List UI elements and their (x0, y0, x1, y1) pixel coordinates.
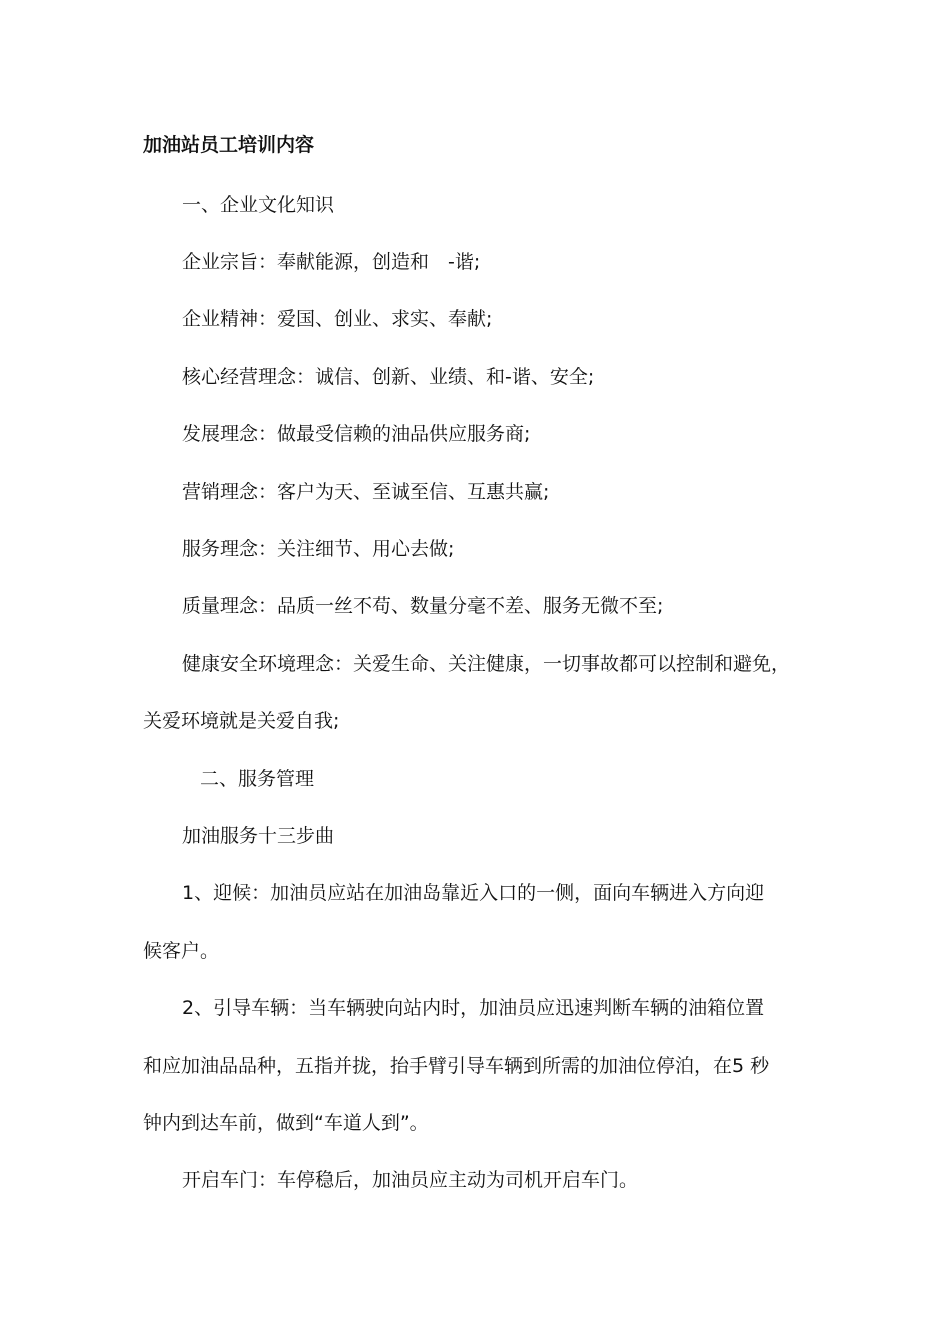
paragraph-line: 质量理念：品质一丝不苟、数量分毫不差、服务无微不至; (182, 595, 664, 617)
paragraph-line: 核心经营理念：诚信、创新、业绩、和-谐、安全; (182, 366, 595, 388)
paragraph-line: 1、迎候：加油员应站在加油岛靠近入口的一侧，面向车辆进入方向迎 (182, 882, 765, 904)
paragraph-line: 钟内到达车前，做到“车道人到”。 (143, 1112, 429, 1134)
section-heading-culture: 一、企业文化知识 (182, 194, 335, 216)
section-heading-service: 二、服务管理 (200, 768, 315, 790)
paragraph-line: 服务理念：关注细节、用心去做; (182, 538, 455, 560)
subsection-heading: 加油服务十三步曲 (182, 825, 335, 847)
paragraph-line: 关爱环境就是关爱自我; (143, 710, 340, 732)
document-title: 加油站员工培训内容 (143, 134, 315, 156)
paragraph-line: 企业精神：爱国、创业、求实、奉献; (182, 308, 493, 330)
paragraph-line: 开启车门：车停稳后，加油员应主动为司机开启车门。 (182, 1169, 639, 1191)
paragraph-line: 企业宗旨：奉献能源，创造和 -谐; (182, 251, 481, 273)
paragraph-line: 营销理念：客户为天、至诚至信、互惠共赢; (182, 481, 550, 503)
paragraph-line: 发展理念：做最受信赖的油品供应服务商; (182, 423, 531, 445)
paragraph-line: 和应加油品品种，五指并拢，抬手臂引导车辆到所需的加油位停泊，在5 秒 (143, 1055, 770, 1077)
paragraph-line: 健康安全环境理念：关爱生命、关注健康，一切事故都可以控制和避免， (182, 653, 791, 675)
paragraph-line: 2、引导车辆：当车辆驶向站内时，加油员应迅速判断车辆的油箱位置 (182, 997, 765, 1019)
paragraph-line: 候客户。 (143, 940, 220, 962)
